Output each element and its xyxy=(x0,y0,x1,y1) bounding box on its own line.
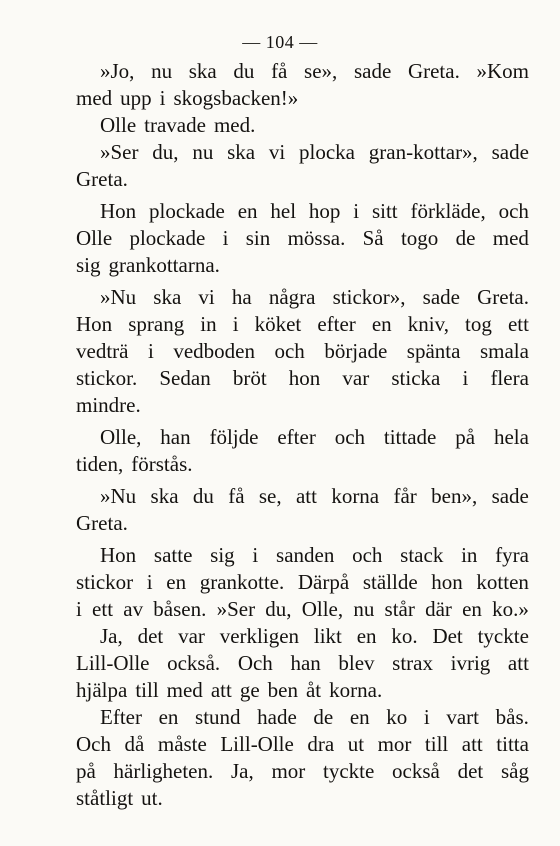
word: du, xyxy=(152,140,179,164)
word: i xyxy=(146,570,153,594)
page-number: — 104 — xyxy=(242,32,318,52)
word: i xyxy=(159,86,166,110)
word: också. xyxy=(167,651,221,675)
text-line xyxy=(76,704,529,731)
text-line xyxy=(76,112,529,139)
text-line xyxy=(76,451,529,478)
text-line xyxy=(76,758,529,785)
word: med xyxy=(492,226,529,250)
word: Sedan xyxy=(159,366,211,390)
word: upp xyxy=(120,86,152,110)
word: Så xyxy=(362,226,384,250)
word: sade xyxy=(491,484,529,508)
word: Olle xyxy=(76,226,113,250)
word: du xyxy=(192,484,214,508)
text-line xyxy=(76,677,529,704)
word: ska xyxy=(188,59,217,83)
word: Greta. xyxy=(407,59,460,83)
text-line xyxy=(76,252,529,279)
word: bröt xyxy=(232,366,267,390)
word: Efter xyxy=(100,705,142,729)
word: måste xyxy=(157,732,207,756)
word: ska xyxy=(153,285,182,309)
text-line xyxy=(76,139,529,166)
word: sin xyxy=(245,226,271,250)
word: började xyxy=(324,339,388,363)
word: hon xyxy=(288,366,321,390)
word: i xyxy=(423,705,430,729)
word: fyra xyxy=(495,543,529,567)
word: titta xyxy=(496,732,529,756)
word: få xyxy=(228,484,245,508)
word: med. xyxy=(213,113,256,137)
text-line xyxy=(76,731,529,758)
word: och xyxy=(498,199,529,223)
word: plockade xyxy=(149,199,225,223)
word: du xyxy=(233,59,255,83)
word: på xyxy=(76,759,96,783)
text-line xyxy=(76,58,529,85)
word: vi xyxy=(198,285,215,309)
word: ut xyxy=(347,732,365,756)
word: stickor. xyxy=(76,366,138,390)
word: in xyxy=(461,543,478,567)
word: Därpå xyxy=(297,570,350,594)
word: nu xyxy=(192,140,214,164)
word: härligheten. xyxy=(113,759,214,783)
word: förkläde, xyxy=(410,199,486,223)
word: hela xyxy=(493,425,529,449)
word: och xyxy=(274,339,305,363)
word: Hon xyxy=(100,543,137,567)
word: vedboden xyxy=(173,339,255,363)
word: skogsbacken!» xyxy=(173,86,299,110)
word: på xyxy=(455,425,476,449)
word: likt xyxy=(313,624,342,648)
word: kotten xyxy=(476,570,529,594)
text-line xyxy=(76,650,529,677)
word: stack xyxy=(400,543,444,567)
word: Hon xyxy=(100,199,137,223)
word: Greta. xyxy=(76,167,128,191)
text-line xyxy=(76,510,529,537)
word: Greta. xyxy=(477,285,529,309)
word: Lill-Olle xyxy=(76,651,150,675)
word: i xyxy=(252,543,259,567)
word: en xyxy=(237,199,258,223)
word: efter xyxy=(277,425,316,449)
word: några xyxy=(268,285,316,309)
word: där xyxy=(425,597,452,621)
word: ben», xyxy=(431,484,478,508)
word: plocka xyxy=(299,140,355,164)
word: i xyxy=(76,597,82,621)
word: Olle xyxy=(100,113,137,137)
word: tog xyxy=(465,312,492,336)
word: du, xyxy=(265,597,292,621)
word: sticka xyxy=(391,366,441,390)
word: hon xyxy=(431,570,463,594)
word: att xyxy=(210,678,232,702)
word: också xyxy=(392,759,440,783)
word: en xyxy=(158,705,179,729)
word: båsen. xyxy=(153,597,207,621)
word: tittade xyxy=(383,425,437,449)
word: med xyxy=(166,678,203,702)
word: hade xyxy=(257,705,297,729)
word: står xyxy=(384,597,415,621)
word: sig xyxy=(210,543,235,567)
word: Olle, xyxy=(100,425,142,449)
word: grankottarna. xyxy=(108,253,220,277)
word: ko xyxy=(386,705,408,729)
word: Det xyxy=(432,624,463,648)
word: korna. xyxy=(329,678,383,702)
word: nu xyxy=(151,59,173,83)
word: nu xyxy=(353,597,375,621)
word: flera xyxy=(490,366,529,390)
word: satte xyxy=(153,543,193,567)
word: stickor xyxy=(76,570,134,594)
word: hop xyxy=(308,199,341,223)
word: ett xyxy=(507,312,529,336)
word: förstås. xyxy=(131,452,193,476)
word: grankotte. xyxy=(199,570,285,594)
word: att xyxy=(507,651,529,675)
word: han xyxy=(290,651,321,675)
text-line xyxy=(76,596,529,623)
word: dra xyxy=(307,732,335,756)
word: bås. xyxy=(495,705,529,729)
word: det xyxy=(457,759,484,783)
word: en xyxy=(371,312,392,336)
word: gran-kottar», xyxy=(368,140,478,164)
word: till xyxy=(135,678,159,702)
word: kniv, xyxy=(407,312,449,336)
word: Hon xyxy=(76,312,113,336)
word: togo xyxy=(400,226,439,250)
word: såg xyxy=(500,759,529,783)
body-text xyxy=(76,58,529,812)
word: får xyxy=(393,484,417,508)
word: och xyxy=(334,425,366,449)
word: vi xyxy=(268,140,286,164)
word: sade xyxy=(422,285,460,309)
word: i xyxy=(353,199,360,223)
word: följde xyxy=(209,425,259,449)
word: ha xyxy=(231,285,252,309)
word: mor xyxy=(271,759,306,783)
word: efter xyxy=(317,312,356,336)
word: i xyxy=(222,226,229,250)
text-line xyxy=(76,284,529,311)
word: ko.» xyxy=(492,597,529,621)
text-line xyxy=(76,365,529,392)
text-line xyxy=(76,166,529,193)
word: »Nu xyxy=(100,484,137,508)
word: han xyxy=(160,425,191,449)
word: med xyxy=(76,86,113,110)
word: sig xyxy=(76,253,101,277)
word: ivrig xyxy=(450,651,491,675)
word: Lill-Olle xyxy=(220,732,294,756)
word: ett xyxy=(92,597,114,621)
word: »Jo, xyxy=(100,59,135,83)
word: se, xyxy=(258,484,282,508)
word: ska xyxy=(227,140,256,164)
word: ben xyxy=(267,678,298,702)
text-line xyxy=(76,338,529,365)
word: mindre. xyxy=(76,393,141,417)
word: sade xyxy=(353,59,392,83)
word: Olle, xyxy=(301,597,344,621)
word: sade xyxy=(491,140,529,164)
word: var xyxy=(342,366,370,390)
word: ska xyxy=(150,484,179,508)
word: »Ser xyxy=(216,597,256,621)
word: stickor», xyxy=(332,285,406,309)
word: en xyxy=(349,705,370,729)
word: till xyxy=(424,732,449,756)
word: åt xyxy=(305,678,322,702)
word: de xyxy=(313,705,334,729)
word: verkligen xyxy=(219,624,300,648)
text-line xyxy=(76,542,529,569)
word: var xyxy=(178,624,205,648)
word: strax xyxy=(392,651,433,675)
text-line xyxy=(76,424,529,451)
word: smala xyxy=(479,339,529,363)
word: Ja, xyxy=(100,624,123,648)
word: i xyxy=(147,339,154,363)
word: Greta. xyxy=(76,511,128,535)
word: stund xyxy=(195,705,241,729)
word: sprang xyxy=(128,312,185,336)
word: tiden, xyxy=(76,452,124,476)
word: det xyxy=(137,624,164,648)
word: vart xyxy=(446,705,480,729)
word: Och xyxy=(237,651,273,675)
word: de xyxy=(455,226,476,250)
word: att xyxy=(461,732,483,756)
word: se», xyxy=(304,59,338,83)
word: hjälpa xyxy=(76,678,128,702)
word: ut. xyxy=(141,786,163,810)
text-line xyxy=(76,85,529,112)
word: en xyxy=(462,597,482,621)
word: Och xyxy=(76,732,111,756)
word: korna xyxy=(331,484,380,508)
word: sanden xyxy=(276,543,335,567)
text-line xyxy=(76,569,529,596)
word: ko. xyxy=(391,624,418,648)
word: tyckte xyxy=(477,624,529,648)
word: blev xyxy=(338,651,375,675)
text-line xyxy=(76,392,529,419)
word: sitt xyxy=(371,199,398,223)
word: hel xyxy=(270,199,297,223)
word: vedträ xyxy=(76,339,129,363)
text-line xyxy=(76,623,529,650)
word: en xyxy=(166,570,187,594)
word: plockade xyxy=(129,226,206,250)
word: tyckte xyxy=(323,759,375,783)
word: i xyxy=(462,366,469,390)
word: i xyxy=(232,312,239,336)
word: då xyxy=(124,732,145,756)
word: att xyxy=(295,484,317,508)
word: travade xyxy=(144,113,206,137)
word: ställde xyxy=(362,570,418,594)
word: och xyxy=(352,543,383,567)
word: ståtligt xyxy=(76,786,134,810)
word: in xyxy=(200,312,217,336)
word: mor xyxy=(377,732,412,756)
word: Ja, xyxy=(230,759,254,783)
word: av xyxy=(123,597,144,621)
word: ge xyxy=(239,678,260,702)
word: spänta xyxy=(406,339,461,363)
word: »Ser xyxy=(100,140,139,164)
word: mössa. xyxy=(287,226,346,250)
word: »Kom xyxy=(476,59,529,83)
text-line xyxy=(76,311,529,338)
text-line xyxy=(76,483,529,510)
text-line xyxy=(76,225,529,252)
text-line xyxy=(76,785,529,812)
word: få xyxy=(271,59,288,83)
word: en xyxy=(356,624,377,648)
word: köket xyxy=(254,312,302,336)
word: »Nu xyxy=(100,285,137,309)
text-line xyxy=(76,198,529,225)
